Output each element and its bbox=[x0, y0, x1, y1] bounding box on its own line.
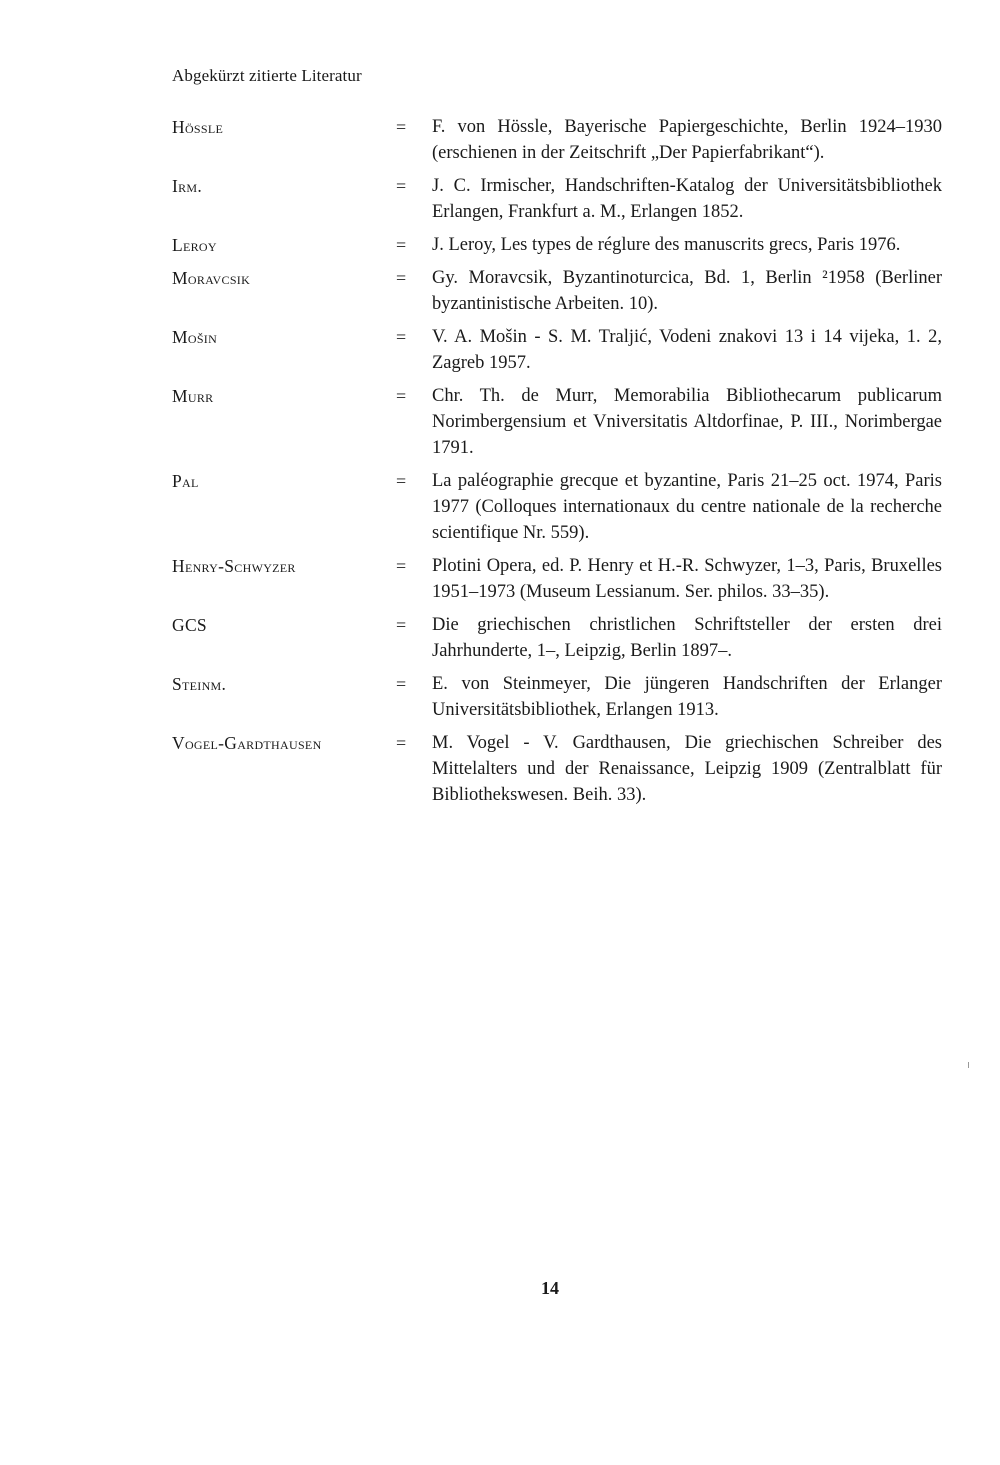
equals-sign: = bbox=[396, 176, 407, 196]
abbreviation: Mošin bbox=[172, 327, 218, 347]
abbreviation: Moravcsik bbox=[172, 268, 251, 288]
abbreviation: Leroy bbox=[172, 235, 217, 255]
abbreviation: Vogel-Gardthausen bbox=[172, 733, 322, 753]
list-item bbox=[172, 383, 942, 461]
equals-sign: = bbox=[396, 235, 407, 255]
equals-sign: = bbox=[396, 327, 407, 347]
list-item bbox=[172, 553, 942, 605]
list-item bbox=[172, 232, 942, 258]
abbreviation: Murr bbox=[172, 386, 214, 406]
list-item bbox=[172, 265, 942, 317]
list-item bbox=[172, 173, 942, 225]
equals-sign: = bbox=[396, 268, 407, 288]
citation: Plotini Opera, ed. P. Henry et H.-R. Schwyzer, 1–3, Paris, Bruxelles 1951–1973 (Museum Lessianum. Ser. philos. 33–35). bbox=[432, 556, 942, 602]
equals-sign: = bbox=[396, 733, 407, 753]
citation: E. von Steinmeyer, Die jüngeren Handschriften der Erlanger Universitätsbibliothek, Erlangen 1913. bbox=[432, 674, 942, 720]
citation: V. A. Mošin - S. M. Traljić, Vodeni znakovi 13 i 14 vijeka, 1. 2, Zagreb 1957. bbox=[432, 327, 942, 373]
equals-sign: = bbox=[396, 674, 407, 694]
citation: Chr. Th. de Murr, Memorabilia Bibliothecarum publicarum Norimbergensium et Vniversitatis Altdorfinae, P. III., Norimbergae 1791. bbox=[432, 386, 942, 458]
citation: Gy. Moravcsik, Byzantinoturcica, Bd. 1, Berlin ²1958 (Berliner byzantinistische Arbeiten. 10). bbox=[432, 268, 942, 314]
abbreviation: Irm. bbox=[172, 176, 203, 196]
abbreviation: Henry-Schwyzer bbox=[172, 556, 296, 576]
list-item bbox=[172, 324, 942, 376]
citation: F. von Hössle, Bayerische Papiergeschichte, Berlin 1924–1930 (erschienen in der Zeitschrift „Der Papierfabrikant“). bbox=[432, 117, 942, 163]
citation: M. Vogel - V. Gardthausen, Die griechischen Schreiber des Mittelalters und der Renaissance, Leipzig 1909 (Zentralblatt für Bibliothekswesen. Beih. 33). bbox=[432, 733, 942, 805]
list-item bbox=[172, 612, 942, 664]
abbreviation: Pal bbox=[172, 471, 199, 491]
citation: J. C. Irmischer, Handschriften-Katalog der Universitätsbibliothek Erlangen, Frankfurt a. M., Erlangen 1852. bbox=[432, 176, 942, 222]
equals-sign: = bbox=[396, 117, 407, 137]
abbreviation: Steinm. bbox=[172, 674, 227, 694]
list-item bbox=[172, 468, 942, 546]
abbreviation-list bbox=[172, 114, 942, 815]
citation: Die griechischen christlichen Schriftsteller der ersten drei Jahrhunderte, 1–, Leipzig, Berlin 1897–. bbox=[432, 615, 942, 661]
list-item bbox=[172, 730, 942, 808]
abbreviation: GCS bbox=[172, 615, 207, 635]
citation: J. Leroy, Les types de réglure des manuscrits grecs, Paris 1976. bbox=[432, 235, 901, 255]
page-number: 14 bbox=[541, 1278, 559, 1298]
equals-sign: = bbox=[396, 556, 407, 576]
equals-sign: = bbox=[396, 615, 407, 635]
margin-mark bbox=[968, 1062, 969, 1068]
equals-sign: = bbox=[396, 386, 407, 406]
running-head: Abgekürzt zitierte Literatur bbox=[172, 66, 362, 85]
abbreviation: Hössle bbox=[172, 117, 224, 137]
list-item bbox=[172, 114, 942, 166]
citation: La paléographie grecque et byzantine, Paris 21–25 oct. 1974, Paris 1977 (Colloques internationaux du centre nationale de la recherche scientifique Nr. 559). bbox=[432, 471, 942, 543]
list-item bbox=[172, 671, 942, 723]
equals-sign: = bbox=[396, 471, 407, 491]
